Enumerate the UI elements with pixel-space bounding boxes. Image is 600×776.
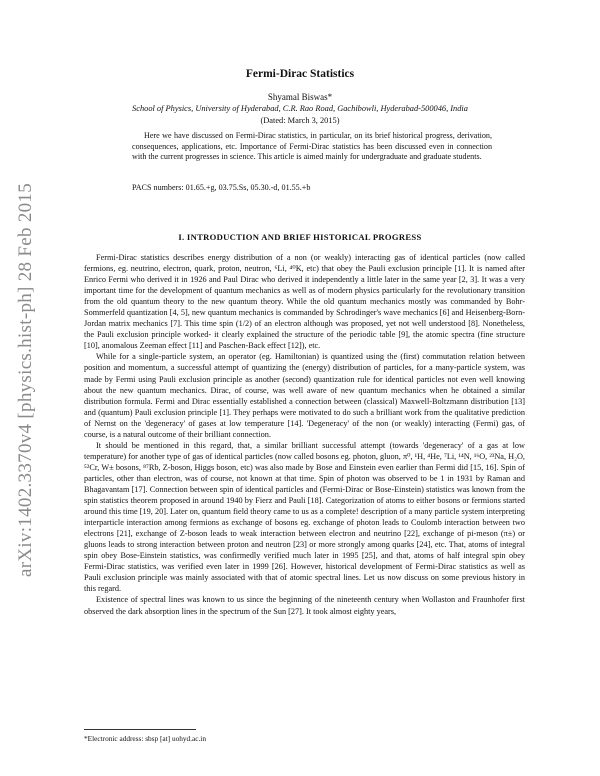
paragraph: It should be mentioned in this regard, that, a similar brilliant successful attempt (towards 'degeneracy' of a gas at low temperature) for another type of gas of identical particles (now called bosons eg. photon, gluon, π⁰, ¹H, ⁴He, ⁷Li, ¹⁴N, ¹⁶O, ²³Na, H₂O, ⁵²Cr, W± bosons, ⁸⁷Rb, Z-boson, Higgs boson, etc) was also made by Bose and Einstein even earlier than Fermi did [15, 16]. Spin of particles, other than electron, was of course, not known at that time. Spin of photon was observed to be 1 in 1931 by Raman and Bhagavantam [17]. Connection between spin of identical particles and (Fermi-Dirac or Bose-Einstein) statistics was known from the spin statistics theorem proposed in around 1940 by Fierz and Pauli [18]. Categorization of atoms to either bosons or fermions started around this time [19, 20]. Later on, quantum field theory came to us as a complete! description of a many particle system interpreting interparticle interaction among fermions as exchange of bosons eg. exchange of photon leads to Coulomb interaction between two electrons [21], exchange of Z-boson leads to weak interaction between electron and neutrino [22], exchange of pi-meson (π±) or gluons leads to strong interaction between proton and neutron [23] or more strongly among quarks [24], etc. That, atoms of integral spin obey Bose-Einstein statistics, was confirmedly verified much later in 1995 [25], and that, atoms of half integral spin obey Fermi-Dirac statistics, was verified even later in 1999 [26]. However, historical development of Fermi-Dirac statistics as well as Pauli exclusion principle was mainly associated with that of atomic spectral lines. Let us now discuss on some previous history in this regard.	[84, 440, 525, 594]
date-line: (Dated: March 3, 2015)	[260, 116, 340, 125]
arxiv-identifier: arXiv:1402.3370v4 [physics.hist-ph] 28 Feb 2015	[15, 182, 36, 578]
author-affiliation: School of Physics, University of Hyderabad, C.R. Rao Road, Gachibowli, Hyderabad-500046, India	[132, 104, 468, 113]
footnote: *Electronic address: sbsp [at] uohyd.ac.in	[84, 734, 206, 743]
footnote-rule	[84, 729, 196, 730]
paragraph: Existence of spectral lines was known to us since the beginning of the nineteenth century when Wollaston and Fraunhofer first observed the dark absorption lines in the spectrum of the Sun [27]. It took almost eighty years,	[84, 595, 525, 616]
pacs-numbers: PACS numbers: 01.65.+g, 03.75.Ss, 05.30.-d, 01.55.+b	[132, 183, 311, 192]
body-text	[84, 252, 525, 617]
paper-title: Fermi-Dirac Statistics	[245, 68, 355, 80]
abstract: Here we have discussed on Fermi-Dirac statistics, in particular, on its brief historical progress, derivation, consequences, applications, etc. Importance of Fermi-Dirac statistics has been discussed even in connection with the current progresses in science. This article is aimed mainly for undergraduate and graduate students.	[132, 131, 492, 162]
section-heading: I. INTRODUCTION AND BRIEF HISTORICAL PROGRESS	[178, 232, 422, 242]
paragraph: While for a single-particle system, an operator (eg. Hamiltonian) is quantized using the (first) commutation relation between position and momentum, a successful attempt of quantizing the (energy) distribution of particles, for a many-particle system, was made by Fermi using Pauli exclusion principle as another (second) quantization rule for identical particles not even well knowing about the new quantum mechanics. Dirac, of course, was well aware of new quantum mechanics when he obtained a similar distribution formula. Fermi and Dirac essentially established a connection between (classical) Maxwell-Boltzmann distribution [13] and (quantum) Pauli exclusion principle [1]. They perhaps were motivated to do such a brilliant work from the qualitative prediction of Nernst on the 'degeneracy' of gases at low temperature [14]. 'Degeneracy' of the non (or weakly) interacting (Fermi) gas, of course, is a natural outcome of their brilliant connection.	[84, 352, 525, 439]
author-name: Shyamal Biswas*	[267, 92, 333, 102]
paragraph: Fermi-Dirac statistics describes energy distribution of a non (or weakly) interacting gas of identical particles (now called fermions, eg. neutrino, electron, quark, proton, neutron, ⁶Li, ⁴⁰K, etc) that obey the Pauli exclusion principle [1]. It is named after Enrico Fermi who derived it in 1926 and Paul Dirac who derived it independently a little later in the same year [2, 3]. It was a very important time for the development of quantum mechanics as well as of modern physics particularly for the revolutionary transition from the old quantum theory to the new quantum theory. While the old quantum mechanics mostly was commanded by Bohr-Sommerfeld quantization [4, 5], new quantum mechanics is commanded by Schrodinger's wave mechanics [6] and Heisenberg-Born-Jordan matrix mechanics [7]. This time spin (1/2) of an electron although was proposed, yet not well understood [8]. Nonetheless, the Pauli exclusion principle worked- it clearly explained the structure of the periodic table [9], the atomic spectra (fine structure [10], anomalous Zeeman effect [11] and Paschen-Back effect [12]), etc.	[84, 253, 525, 351]
